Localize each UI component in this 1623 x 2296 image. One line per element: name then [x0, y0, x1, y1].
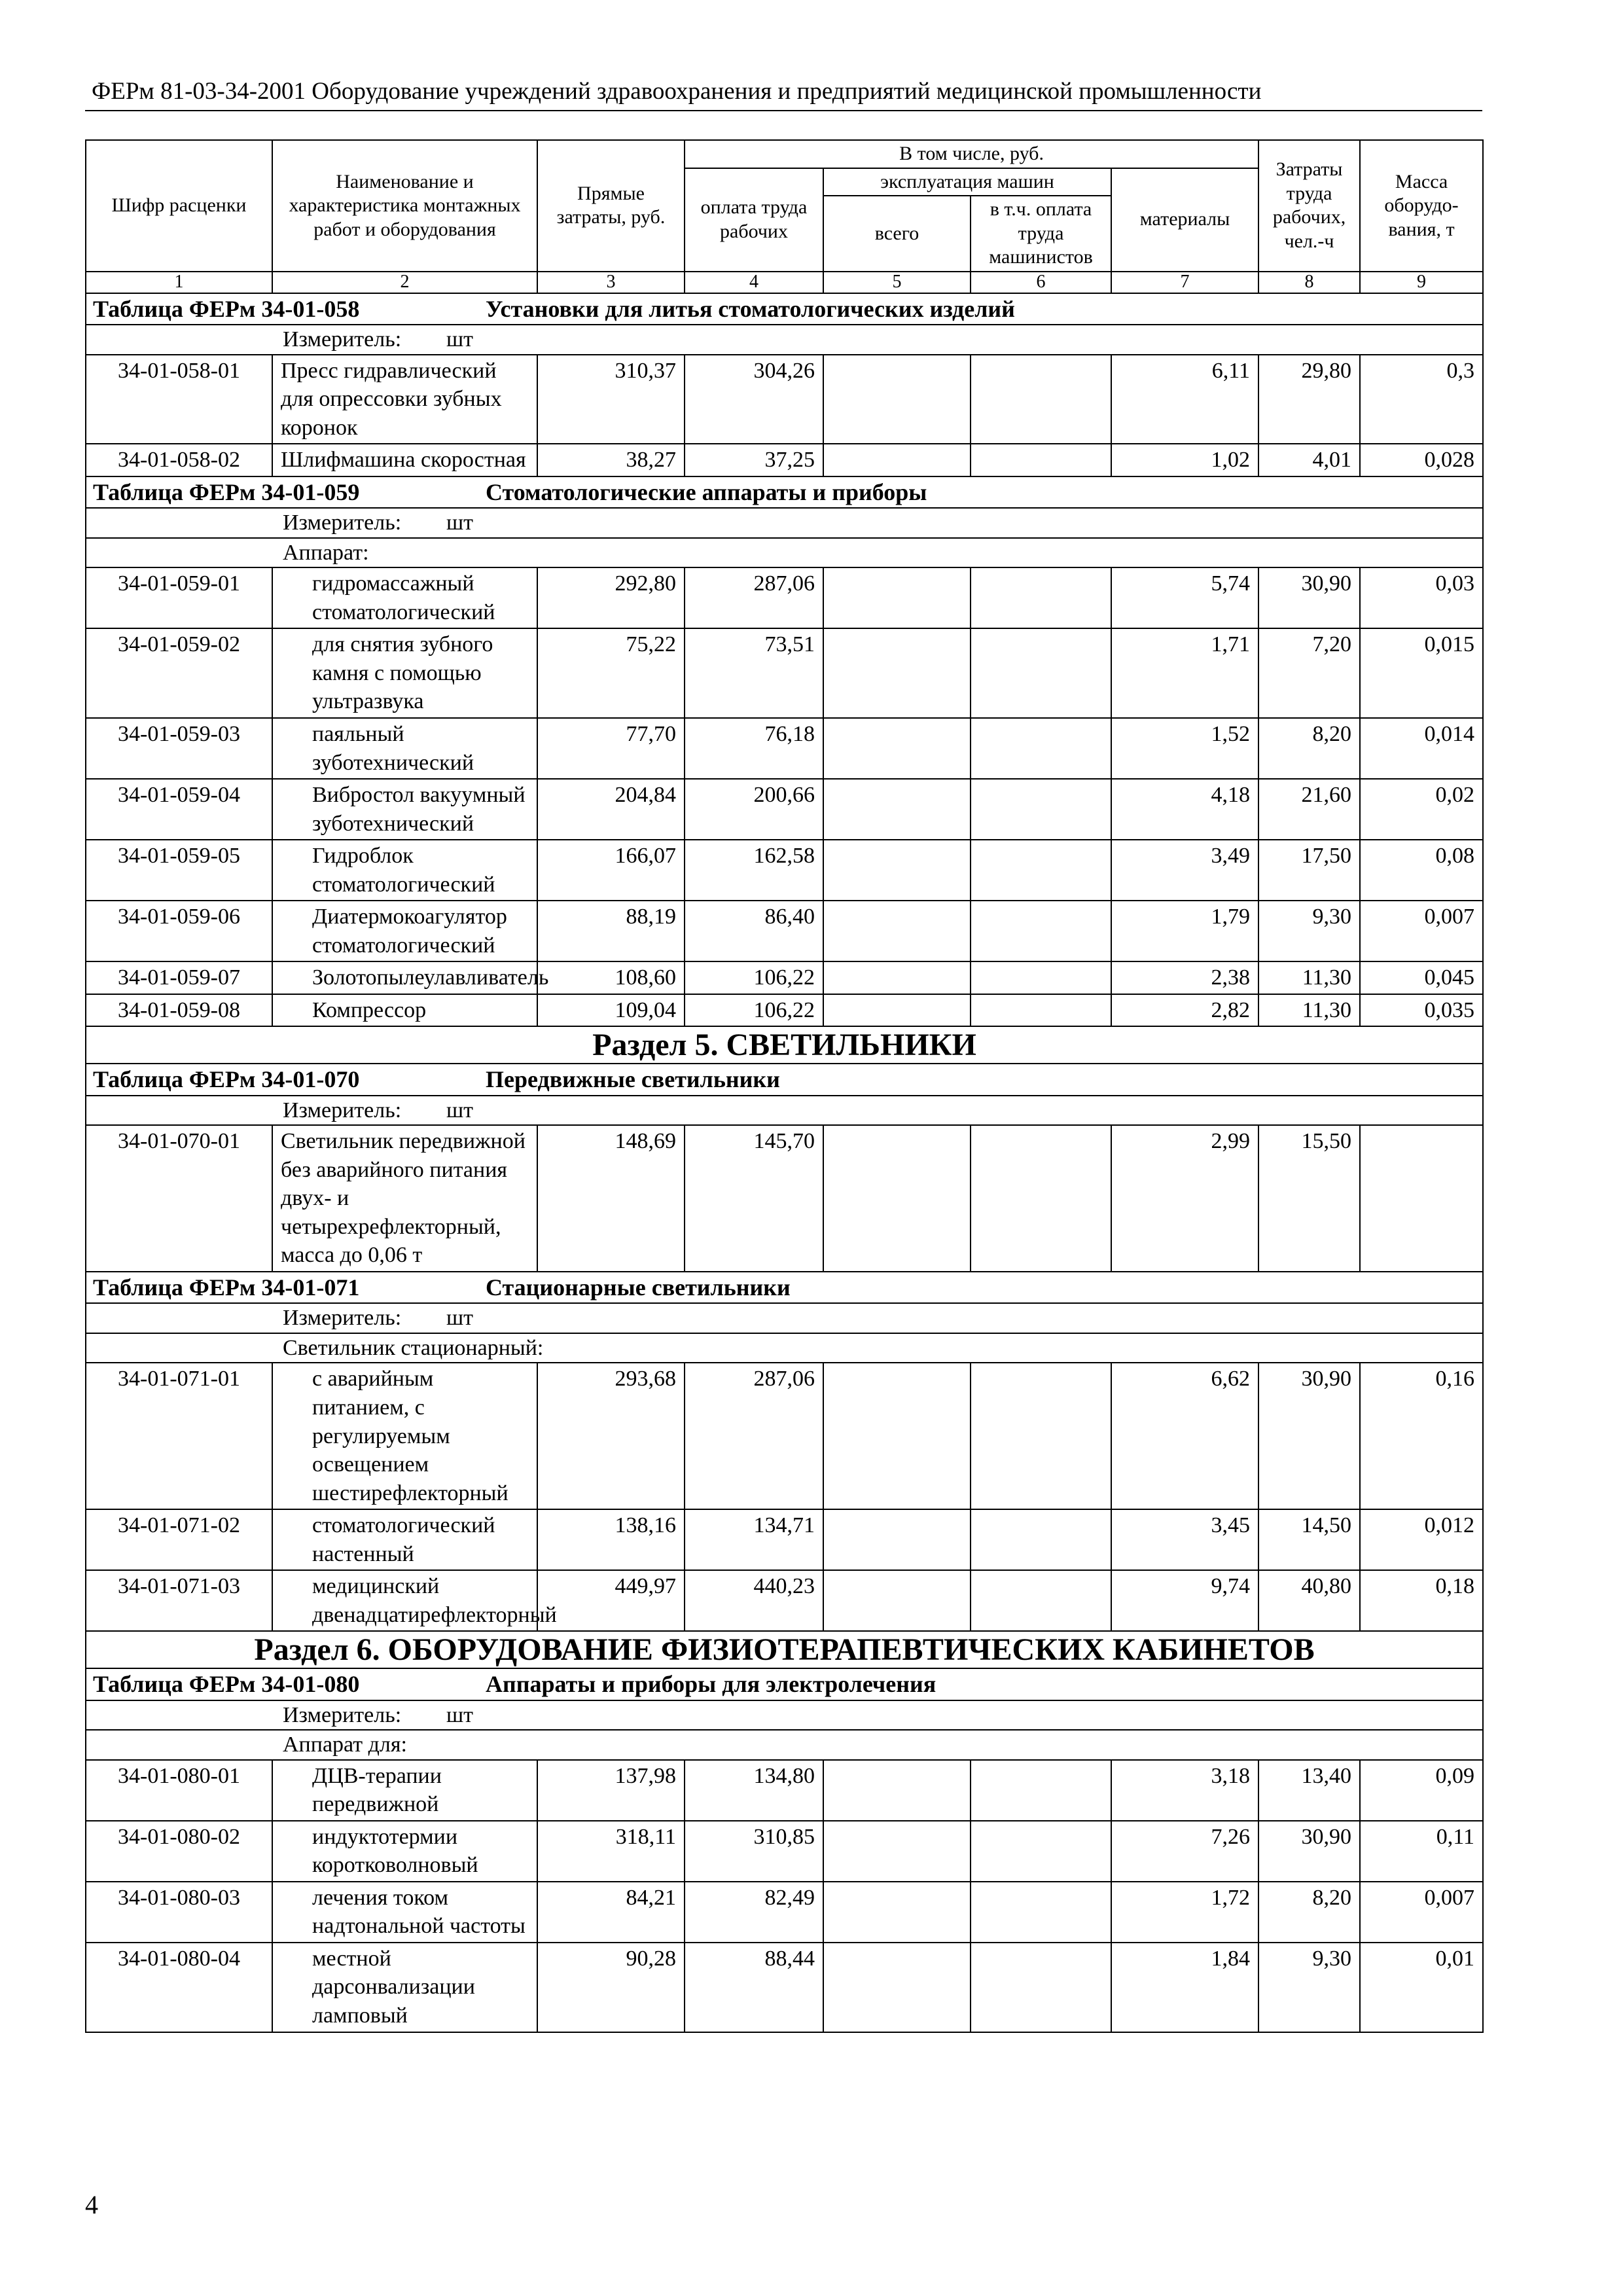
labor-cost-cell: 30,90 — [1258, 567, 1360, 628]
rate-code-cell: 34-01-059-05 — [86, 840, 272, 901]
direct-cost-cell: 148,69 — [537, 1125, 685, 1272]
machines-total-cell — [823, 840, 971, 901]
labor-pay-cell: 310,85 — [685, 1821, 823, 1882]
direct-cost-cell: 108,60 — [537, 961, 685, 994]
mass-cell: 0,02 — [1360, 779, 1483, 840]
rate-code-cell: 34-01-071-03 — [86, 1570, 272, 1631]
direct-cost-cell: 138,16 — [537, 1509, 685, 1570]
rate-code-cell: 34-01-080-04 — [86, 1943, 272, 2032]
machinist-pay-cell — [971, 1363, 1111, 1509]
table-code: Таблица ФЕРм 34-01-080 — [93, 1671, 360, 1698]
labor-cost-cell: 8,20 — [1258, 718, 1360, 779]
labor-cost-cell: 4,01 — [1258, 444, 1360, 476]
materials-cell: 3,45 — [1111, 1509, 1258, 1570]
rate-code-cell: 34-01-058-01 — [86, 355, 272, 444]
machinist-pay-cell — [971, 994, 1111, 1027]
unit-value: шт — [446, 1702, 474, 1727]
unit-value: шт — [446, 1098, 474, 1122]
group-label-row — [86, 1333, 1483, 1363]
col-labor-pay-header: оплата труда рабочих — [685, 168, 823, 272]
materials-cell: 1,72 — [1111, 1882, 1258, 1943]
machinist-pay-cell — [971, 1509, 1111, 1570]
work-name-cell: Гидроблок стоматологический — [272, 840, 537, 901]
rate-code-cell: 34-01-059-03 — [86, 718, 272, 779]
work-name-cell: паяльный зуботехнический — [272, 718, 537, 779]
table-code: Таблица ФЕРм 34-01-058 — [93, 295, 360, 322]
machines-total-cell — [823, 1821, 971, 1882]
table-row — [86, 628, 1483, 718]
unit-row — [86, 1096, 1483, 1126]
machines-total-cell — [823, 1760, 971, 1821]
machines-total-cell — [823, 1125, 971, 1272]
table-code: Таблица ФЕРм 34-01-059 — [93, 478, 360, 505]
work-name-cell: с аварийным питанием, с регулируемым освещением шестирефлекторный — [272, 1363, 537, 1509]
table-row — [86, 961, 1483, 994]
machines-total-cell — [823, 718, 971, 779]
machines-total-cell — [823, 1509, 971, 1570]
table-title: Стоматологические аппараты и приборы — [486, 478, 927, 505]
table-row — [86, 779, 1483, 840]
section-title: Раздел 6. ОБОРУДОВАНИЕ ФИЗИОТЕРАПЕВТИЧЕСКИХ КАБИНЕТОВ — [86, 1631, 1483, 1668]
work-name-cell: Диатермокоагулятор стоматологический — [272, 901, 537, 961]
machines-total-cell — [823, 444, 971, 476]
section-title: Раздел 5. СВЕТИЛЬНИКИ — [86, 1026, 1483, 1064]
rate-code-cell: 34-01-070-01 — [86, 1125, 272, 1272]
materials-cell: 1,71 — [1111, 628, 1258, 718]
table-row — [86, 1570, 1483, 1631]
unit-label: Измеритель: — [283, 1098, 402, 1122]
materials-cell: 6,62 — [1111, 1363, 1258, 1509]
table-row — [86, 1760, 1483, 1821]
labor-pay-cell: 162,58 — [685, 840, 823, 901]
work-name-cell: индуктотермии коротковолновый — [272, 1821, 537, 1882]
direct-cost-cell: 90,28 — [537, 1943, 685, 2032]
col-machinist-pay-header: в т.ч. оплата труда машинистов — [971, 196, 1111, 272]
column-number: 9 — [1360, 272, 1483, 293]
labor-cost-cell: 11,30 — [1258, 961, 1360, 994]
machinist-pay-cell — [971, 779, 1111, 840]
rate-code-cell: 34-01-080-03 — [86, 1882, 272, 1943]
table-code: Таблица ФЕРм 34-01-070 — [93, 1066, 360, 1093]
work-name-cell: Пресс гидравлический для опрессовки зубных коронок — [272, 355, 537, 444]
group-label-row — [86, 1730, 1483, 1760]
table-row — [86, 1509, 1483, 1570]
table-title-row — [86, 476, 1483, 509]
labor-cost-cell: 14,50 — [1258, 1509, 1360, 1570]
labor-pay-cell: 106,22 — [685, 994, 823, 1027]
column-number: 5 — [823, 272, 971, 293]
column-number: 7 — [1111, 272, 1258, 293]
labor-pay-cell: 73,51 — [685, 628, 823, 718]
work-name-cell: местной дарсонвализации ламповый — [272, 1943, 537, 2032]
labor-pay-cell: 287,06 — [685, 567, 823, 628]
mass-cell: 0,012 — [1360, 1509, 1483, 1570]
direct-cost-cell: 84,21 — [537, 1882, 685, 1943]
group-label: Аппарат: — [283, 540, 369, 565]
machines-total-cell — [823, 994, 971, 1027]
work-name-cell: медицинский двенадцатирефлекторный — [272, 1570, 537, 1631]
machines-total-cell — [823, 901, 971, 961]
direct-cost-cell: 204,84 — [537, 779, 685, 840]
unit-value: шт — [446, 327, 474, 352]
labor-cost-cell: 7,20 — [1258, 628, 1360, 718]
direct-cost-cell: 292,80 — [537, 567, 685, 628]
rates-table — [85, 139, 1484, 2033]
direct-cost-cell: 137,98 — [537, 1760, 685, 1821]
direct-cost-cell: 310,37 — [537, 355, 685, 444]
labor-pay-cell: 82,49 — [685, 1882, 823, 1943]
labor-pay-cell: 440,23 — [685, 1570, 823, 1631]
unit-row — [86, 325, 1483, 355]
table-row — [86, 1821, 1483, 1882]
rate-code-cell: 34-01-080-01 — [86, 1760, 272, 1821]
labor-pay-cell: 76,18 — [685, 718, 823, 779]
rate-code-cell: 34-01-059-07 — [86, 961, 272, 994]
col-labor-cost-header: Затраты труда рабочих, чел.-ч — [1258, 140, 1360, 272]
machines-total-cell — [823, 1363, 971, 1509]
col-materials-header: материалы — [1111, 168, 1258, 272]
column-number: 4 — [685, 272, 823, 293]
materials-cell: 3,18 — [1111, 1760, 1258, 1821]
labor-cost-cell: 8,20 — [1258, 1882, 1360, 1943]
table-row — [86, 901, 1483, 961]
work-name-cell: для снятия зубного камня с помощью ультразвука — [272, 628, 537, 718]
machinist-pay-cell — [971, 567, 1111, 628]
work-name-cell: Компрессор — [272, 994, 537, 1027]
direct-cost-cell: 75,22 — [537, 628, 685, 718]
machinist-pay-cell — [971, 628, 1111, 718]
mass-cell: 0,028 — [1360, 444, 1483, 476]
table-row — [86, 840, 1483, 901]
group-label: Светильник стационарный: — [283, 1335, 544, 1360]
mass-cell: 0,014 — [1360, 718, 1483, 779]
labor-pay-cell: 134,71 — [685, 1509, 823, 1570]
column-number: 3 — [537, 272, 685, 293]
column-number: 6 — [971, 272, 1111, 293]
column-number: 1 — [86, 272, 272, 293]
rate-code-cell: 34-01-080-02 — [86, 1821, 272, 1882]
materials-cell: 3,49 — [1111, 840, 1258, 901]
materials-cell: 2,38 — [1111, 961, 1258, 994]
rate-code-cell: 34-01-071-02 — [86, 1509, 272, 1570]
rate-code-cell: 34-01-059-02 — [86, 628, 272, 718]
unit-value: шт — [446, 1306, 474, 1331]
machines-total-cell — [823, 1882, 971, 1943]
labor-pay-cell: 304,26 — [685, 355, 823, 444]
table-row — [86, 567, 1483, 628]
direct-cost-cell: 318,11 — [537, 1821, 685, 1882]
mass-cell: 0,09 — [1360, 1760, 1483, 1821]
col-machines-header: эксплуатация машин — [823, 168, 1111, 196]
column-number: 2 — [272, 272, 537, 293]
work-name-cell: Светильник передвижной без аварийного питания двух- и четырехрефлекторный, масса до 0,06 т — [272, 1125, 537, 1272]
work-name-cell: ДЦВ-терапии передвижной — [272, 1760, 537, 1821]
table-row — [86, 994, 1483, 1027]
table-title: Аппараты и приборы для электролечения — [486, 1671, 936, 1698]
table-title: Стационарные светильники — [486, 1274, 791, 1300]
materials-cell: 9,74 — [1111, 1570, 1258, 1631]
labor-cost-cell: 30,90 — [1258, 1821, 1360, 1882]
materials-cell: 1,84 — [1111, 1943, 1258, 2032]
machinist-pay-cell — [971, 1821, 1111, 1882]
col-mass-header: Масса оборудо-вания, т — [1360, 140, 1483, 272]
mass-cell: 0,035 — [1360, 994, 1483, 1027]
machinist-pay-cell — [971, 901, 1111, 961]
labor-cost-cell: 11,30 — [1258, 994, 1360, 1027]
machines-total-cell — [823, 1943, 971, 2032]
mass-cell: 0,01 — [1360, 1943, 1483, 2032]
machinist-pay-cell — [971, 355, 1111, 444]
machinist-pay-cell — [971, 961, 1111, 994]
machines-total-cell — [823, 779, 971, 840]
direct-cost-cell: 109,04 — [537, 994, 685, 1027]
rate-code-cell: 34-01-059-04 — [86, 779, 272, 840]
col-direct-header: Прямые затраты, руб. — [537, 140, 685, 272]
direct-cost-cell: 449,97 — [537, 1570, 685, 1631]
table-row — [86, 1882, 1483, 1943]
labor-cost-cell: 13,40 — [1258, 1760, 1360, 1821]
machinist-pay-cell — [971, 718, 1111, 779]
col-machines-total-header: всего — [823, 196, 971, 272]
table-title-row — [86, 1272, 1483, 1304]
labor-cost-cell: 21,60 — [1258, 779, 1360, 840]
mass-cell: 0,03 — [1360, 567, 1483, 628]
machines-total-cell — [823, 1570, 971, 1631]
mass-cell: 0,007 — [1360, 901, 1483, 961]
mass-cell: 0,08 — [1360, 840, 1483, 901]
header-row — [86, 140, 1483, 168]
machinist-pay-cell — [971, 1882, 1111, 1943]
machines-total-cell — [823, 961, 971, 994]
labor-cost-cell: 17,50 — [1258, 840, 1360, 901]
table-title: Установки для литья стоматологических изделий — [486, 295, 1015, 322]
group-label: Аппарат для: — [283, 1732, 407, 1757]
unit-label: Измеритель: — [283, 1306, 402, 1331]
labor-cost-cell: 29,80 — [1258, 355, 1360, 444]
column-number: 8 — [1258, 272, 1360, 293]
mass-cell: 0,18 — [1360, 1570, 1483, 1631]
machines-total-cell — [823, 355, 971, 444]
page-number: 4 — [85, 2190, 98, 2219]
machinist-pay-cell — [971, 1570, 1111, 1631]
labor-cost-cell: 9,30 — [1258, 1943, 1360, 2032]
machinist-pay-cell — [971, 444, 1111, 476]
materials-cell: 4,18 — [1111, 779, 1258, 840]
direct-cost-cell: 88,19 — [537, 901, 685, 961]
table-row — [86, 355, 1483, 444]
column-number-row — [86, 272, 1483, 293]
direct-cost-cell: 38,27 — [537, 444, 685, 476]
labor-cost-cell: 40,80 — [1258, 1570, 1360, 1631]
machines-total-cell — [823, 628, 971, 718]
machinist-pay-cell — [971, 1125, 1111, 1272]
work-name-cell: лечения током надтональной частоты — [272, 1882, 537, 1943]
unit-label: Измеритель: — [283, 1702, 402, 1727]
machinist-pay-cell — [971, 1760, 1111, 1821]
work-name-cell: Золотопылеулавливатель — [272, 961, 537, 994]
unit-row — [86, 1303, 1483, 1333]
labor-pay-cell: 37,25 — [685, 444, 823, 476]
machinist-pay-cell — [971, 840, 1111, 901]
table-row — [86, 1363, 1483, 1509]
materials-cell: 6,11 — [1111, 355, 1258, 444]
rate-code-cell: 34-01-059-06 — [86, 901, 272, 961]
unit-row — [86, 1700, 1483, 1731]
labor-pay-cell: 134,80 — [685, 1760, 823, 1821]
materials-cell: 7,26 — [1111, 1821, 1258, 1882]
col-including-header: В том числе, руб. — [685, 140, 1258, 168]
rate-code-cell: 34-01-059-01 — [86, 567, 272, 628]
direct-cost-cell: 293,68 — [537, 1363, 685, 1509]
machines-total-cell — [823, 567, 971, 628]
materials-cell: 2,82 — [1111, 994, 1258, 1027]
unit-label: Измеритель: — [283, 511, 402, 535]
direct-cost-cell: 166,07 — [537, 840, 685, 901]
section-row — [86, 1631, 1483, 1668]
table-title-row — [86, 1064, 1483, 1096]
work-name-cell: стоматологический настенный — [272, 1509, 537, 1570]
table-code: Таблица ФЕРм 34-01-071 — [93, 1274, 360, 1300]
col-code-header: Шифр расценки — [86, 140, 272, 272]
materials-cell: 5,74 — [1111, 567, 1258, 628]
table-title-row — [86, 293, 1483, 325]
labor-cost-cell: 9,30 — [1258, 901, 1360, 961]
materials-cell: 1,02 — [1111, 444, 1258, 476]
labor-pay-cell: 88,44 — [685, 1943, 823, 2032]
labor-pay-cell: 106,22 — [685, 961, 823, 994]
mass-cell: 0,015 — [1360, 628, 1483, 718]
unit-value: шт — [446, 511, 474, 535]
mass-cell: 0,11 — [1360, 1821, 1483, 1882]
work-name-cell: гидромассажный стоматологический — [272, 567, 537, 628]
materials-cell: 2,99 — [1111, 1125, 1258, 1272]
labor-cost-cell: 30,90 — [1258, 1363, 1360, 1509]
unit-label: Измеритель: — [283, 327, 402, 352]
mass-cell: 0,007 — [1360, 1882, 1483, 1943]
rate-code-cell: 34-01-059-08 — [86, 994, 272, 1027]
table-row — [86, 718, 1483, 779]
materials-cell: 1,79 — [1111, 901, 1258, 961]
mass-cell: 0,16 — [1360, 1363, 1483, 1509]
table-row — [86, 1943, 1483, 2032]
table-title-row — [86, 1668, 1483, 1700]
work-name-cell: Шлифмашина скоростная — [272, 444, 537, 476]
table-row — [86, 444, 1483, 476]
labor-pay-cell: 86,40 — [685, 901, 823, 961]
labor-cost-cell: 15,50 — [1258, 1125, 1360, 1272]
machinist-pay-cell — [971, 1943, 1111, 2032]
col-name-header: Наименование и характеристика монтажных работ и оборудования — [272, 140, 537, 272]
unit-row — [86, 508, 1483, 538]
labor-pay-cell: 145,70 — [685, 1125, 823, 1272]
page-header: ФЕРм 81-03-34-2001 Оборудование учреждений здравоохранения и предприятий медицинской промышленности — [92, 78, 1262, 105]
mass-cell — [1360, 1125, 1483, 1272]
group-label-row — [86, 538, 1483, 568]
labor-pay-cell: 287,06 — [685, 1363, 823, 1509]
direct-cost-cell: 77,70 — [537, 718, 685, 779]
header-rule — [85, 110, 1482, 111]
table-row — [86, 1125, 1483, 1272]
work-name-cell: Вибростол вакуумный зуботехнический — [272, 779, 537, 840]
section-row — [86, 1026, 1483, 1064]
rate-code-cell: 34-01-071-01 — [86, 1363, 272, 1509]
labor-pay-cell: 200,66 — [685, 779, 823, 840]
rate-code-cell: 34-01-058-02 — [86, 444, 272, 476]
mass-cell: 0,3 — [1360, 355, 1483, 444]
materials-cell: 1,52 — [1111, 718, 1258, 779]
table-title: Передвижные светильники — [486, 1066, 780, 1093]
mass-cell: 0,045 — [1360, 961, 1483, 994]
